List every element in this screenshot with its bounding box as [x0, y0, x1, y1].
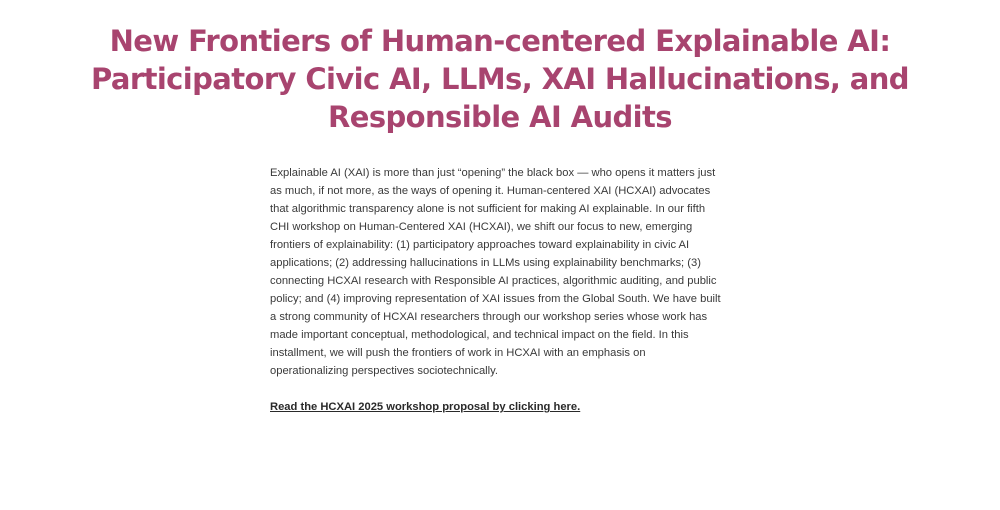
abstract-line: that algorithmic transparency alone is not sufficient for making AI explainable. In our fifth	[270, 203, 706, 215]
abstract-line: as much, if not more, as the ways of opening it. Human-centered XAI (HCXAI) advocates	[270, 185, 711, 197]
abstract-paragraph	[270, 164, 730, 380]
abstract-line: CHI workshop on Human-Centered XAI (HCXAI), we shift our focus to new, emerging	[270, 221, 693, 233]
abstract-line: frontiers of explainability: (1) participatory approaches toward explainability in civic AI	[270, 239, 690, 251]
proposal-link[interactable]: Read the HCXAI 2025 workshop proposal by clicking here.	[270, 401, 581, 413]
abstract-line: Explainable AI (XAI) is more than just “opening” the black box — who opens it matters just	[270, 167, 716, 179]
page-title-line: Responsible AI Audits	[328, 100, 672, 134]
abstract-line: a strong community of HCXAI researchers through our workshop series whose work has	[270, 311, 708, 323]
page-title-line: New Frontiers of Human-centered Explainable AI:	[109, 24, 891, 58]
abstract-line: connecting HCXAI research with Responsible AI practices, algorithmic auditing, and public	[270, 275, 717, 287]
abstract-line: made important conceptual, methodological, and technical impact on the field. In this	[270, 329, 689, 341]
abstract-line: operationalizing perspectives sociotechnically.	[270, 365, 499, 377]
abstract-line: applications; (2) addressing hallucinations in LLMs using explainability benchmarks; (3)	[270, 257, 701, 269]
abstract-line: installment, we will push the frontiers of work in HCXAI with an emphasis on	[270, 347, 646, 359]
abstract-line: policy; and (4) improving representation of XAI issues from the Global South. We have built	[270, 293, 721, 305]
page-title	[0, 22, 1000, 136]
page-title-line: Participatory Civic AI, LLMs, XAI Hallucinations, and	[91, 62, 909, 96]
